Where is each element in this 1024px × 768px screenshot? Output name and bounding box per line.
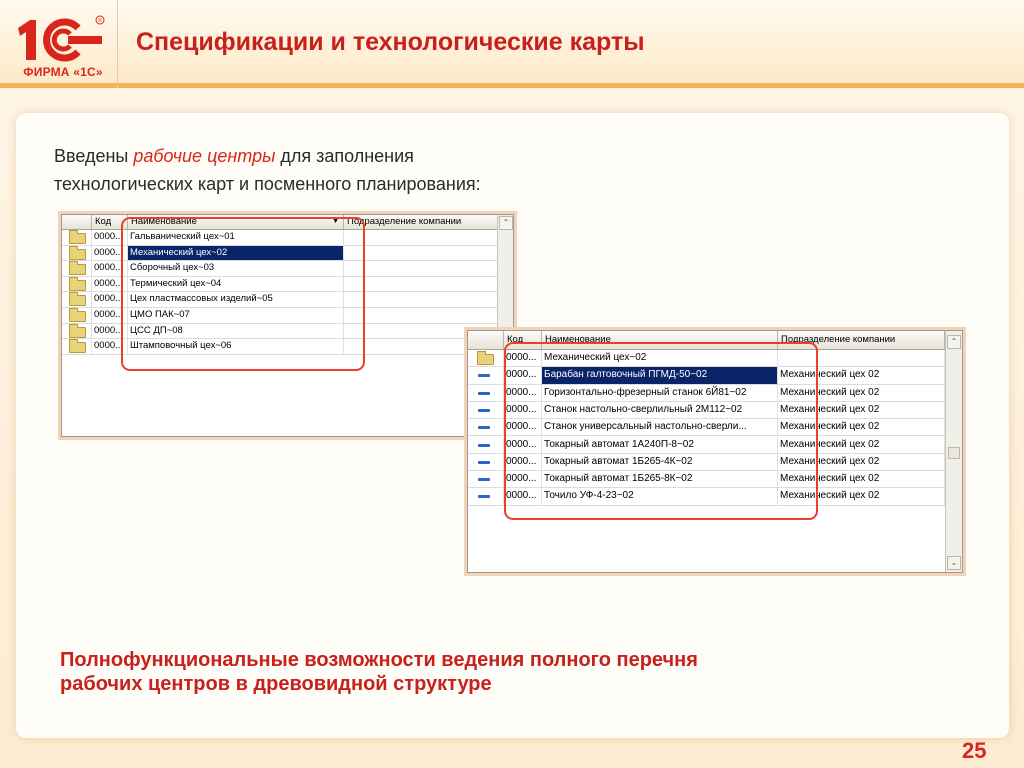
work-center-icon: [478, 392, 490, 395]
code-cell[interactable]: 0000...: [92, 246, 128, 261]
work-center-icon: [478, 409, 490, 412]
intro-highlight: рабочие центры: [133, 146, 276, 166]
intro-prefix: Введены: [54, 146, 134, 166]
row-icon-cell: [468, 437, 504, 453]
summary-line2: рабочих центров в древовидной структуре: [60, 673, 492, 695]
name-cell[interactable]: Горизонтально-фрезерный станок 6Й81~02: [542, 385, 778, 401]
name-cell[interactable]: Цех пластмассовых изделий~05: [128, 292, 344, 307]
department-cell[interactable]: Механический цех 02: [778, 437, 945, 453]
code-cell[interactable]: 0000...: [92, 324, 128, 339]
callout-grid2: [504, 342, 818, 520]
department-cell[interactable]: [344, 261, 498, 276]
name-cell[interactable]: Сборочный цех~03: [128, 261, 344, 276]
row-icon-cell: [468, 367, 504, 383]
folder-icon: [69, 327, 86, 338]
summary-text: [60, 648, 940, 696]
name-cell[interactable]: Термический цех~04: [128, 277, 344, 292]
code-cell[interactable]: 0000...: [504, 350, 542, 366]
name-cell[interactable]: Штамповочный цех~06: [128, 339, 344, 354]
code-cell[interactable]: 0000...: [504, 402, 542, 418]
row-icon-cell: [62, 324, 92, 339]
name-cell[interactable]: ЦСС ДП~08: [128, 324, 344, 339]
folder-icon: [477, 354, 494, 365]
name-cell[interactable]: Станок универсальный настольно-сверли...: [542, 419, 778, 435]
name-cell[interactable]: Станок настольно-сверлильный 2М112~02: [542, 402, 778, 418]
code-cell[interactable]: 0000...: [504, 367, 542, 383]
code-cell[interactable]: 0000...: [92, 292, 128, 307]
code-cell[interactable]: 0000...: [92, 261, 128, 276]
code-cell[interactable]: 0000...: [92, 308, 128, 323]
folder-icon: [69, 233, 86, 244]
name-cell[interactable]: ЦМО ПАК~07: [128, 308, 344, 323]
department-cell[interactable]: [344, 246, 498, 261]
1c-logo-icon: [12, 14, 108, 64]
code-cell[interactable]: 0000...: [92, 230, 128, 245]
row-icon-cell: [62, 292, 92, 307]
row-icon-cell: [468, 385, 504, 401]
row-icon-cell: [62, 261, 92, 276]
row-icon-cell: [468, 454, 504, 470]
icon-column-header[interactable]: [468, 331, 504, 349]
folder-icon: [69, 295, 86, 306]
department-cell[interactable]: Механический цех 02: [778, 471, 945, 487]
department-cell[interactable]: Механический цех 02: [778, 454, 945, 470]
department-cell[interactable]: [344, 292, 498, 307]
code-cell[interactable]: 0000...: [504, 385, 542, 401]
svg-text:R: R: [98, 18, 102, 24]
intro-suffix: для заполнения: [275, 146, 414, 166]
work-center-icon: [478, 461, 490, 464]
scroll-up-button[interactable]: ⌃: [947, 335, 961, 349]
code-cell[interactable]: 0000...: [92, 277, 128, 292]
row-icon-cell: [62, 277, 92, 292]
work-center-icon: [478, 426, 490, 429]
folder-icon: [69, 311, 86, 322]
column-header-name-label: Наименование: [131, 216, 197, 227]
department-cell[interactable]: Механический цех 02: [778, 488, 945, 504]
scroll-thumb[interactable]: [948, 447, 960, 459]
row-icon-cell: [468, 471, 504, 487]
work-center-icon: [478, 478, 490, 481]
logo-text: ФИРМА «1С»: [23, 65, 103, 79]
folder-icon: [69, 280, 86, 291]
name-cell[interactable]: Барабан галтовочный ПГМД-50~02: [542, 367, 778, 383]
scroll-down-button[interactable]: ⌄: [947, 556, 961, 570]
summary-line1: Полнофункциональные возможности ведения полного перечня: [60, 649, 698, 671]
name-cell[interactable]: Токарный автомат 1Б265-4К~02: [542, 454, 778, 470]
name-cell[interactable]: Точило УФ-4-23~02: [542, 488, 778, 504]
slide-header: [0, 0, 1024, 88]
column-header-code[interactable]: Код: [504, 331, 542, 349]
row-icon-cell: [468, 419, 504, 435]
icon-column-header[interactable]: [62, 215, 92, 229]
row-icon-cell: [468, 488, 504, 504]
code-cell[interactable]: 0000...: [92, 339, 128, 354]
logo: [0, 0, 118, 88]
row-icon-cell: [62, 339, 92, 354]
name-cell[interactable]: Механический цех~02: [128, 246, 344, 261]
intro-line2: технологических карт и посменного планирования:: [54, 174, 481, 194]
page-number: 25: [962, 738, 987, 763]
vertical-scrollbar[interactable]: [945, 331, 962, 572]
code-cell[interactable]: 0000...: [504, 437, 542, 453]
department-cell[interactable]: [344, 230, 498, 245]
column-header-department[interactable]: Подразделение компании: [344, 215, 498, 229]
folder-icon: [69, 249, 86, 260]
intro-text: [54, 142, 614, 198]
sort-down-icon[interactable]: ▼: [332, 218, 339, 225]
code-cell[interactable]: 0000...: [504, 419, 542, 435]
scroll-up-button[interactable]: ⌃: [499, 216, 513, 230]
department-cell[interactable]: Механический цех 02: [778, 419, 945, 435]
name-cell[interactable]: Токарный автомат 1Б265-8К~02: [542, 471, 778, 487]
column-header-code[interactable]: Код: [92, 215, 128, 229]
department-cell[interactable]: Механический цех 02: [778, 367, 945, 383]
name-cell[interactable]: Механический цех~02: [542, 350, 778, 366]
page-title: Спецификации и технологические карты: [136, 28, 645, 56]
folder-icon: [69, 264, 86, 275]
column-header-name[interactable]: Наименование: [542, 331, 778, 349]
row-icon-cell: [468, 350, 504, 366]
row-icon-cell: [62, 230, 92, 245]
department-cell[interactable]: [344, 308, 498, 323]
row-icon-cell: [62, 246, 92, 261]
folder-icon: [69, 342, 86, 353]
code-cell[interactable]: 0000...: [504, 471, 542, 487]
department-cell[interactable]: Механический цех 02: [778, 402, 945, 418]
department-cell[interactable]: Механический цех 02: [778, 385, 945, 401]
row-icon-cell: [468, 402, 504, 418]
work-center-icon: [478, 444, 490, 447]
department-cell[interactable]: [344, 277, 498, 292]
work-center-icon: [478, 495, 490, 498]
column-header-department[interactable]: Подразделение компании: [778, 331, 945, 349]
name-cell[interactable]: Гальванический цех~01: [128, 230, 344, 245]
code-cell[interactable]: 0000...: [504, 454, 542, 470]
name-cell[interactable]: Токарный автомат 1А240П-8~02: [542, 437, 778, 453]
work-center-icon: [478, 374, 490, 377]
row-icon-cell: [62, 308, 92, 323]
callout-names-grid1: [121, 217, 365, 371]
code-cell[interactable]: 0000...: [504, 488, 542, 504]
